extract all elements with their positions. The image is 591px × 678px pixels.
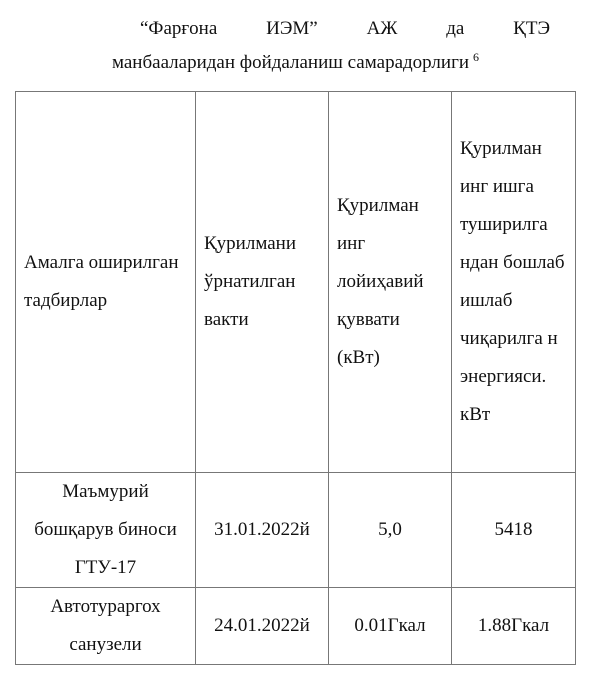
title-word: АЖ (366, 18, 398, 39)
header-label: Қурилман инг лойиҳавий қуввати (кВт) (337, 195, 424, 368)
document-title-line-1 (140, 12, 550, 46)
document-title-line-2 (0, 46, 591, 80)
efficiency-table (15, 91, 576, 665)
table-cell-install-date: 31.01.2022й (196, 473, 329, 588)
table-cell-measure: Маъмурий бошқарув биноси ГТУ-17 (16, 473, 196, 588)
header-label: Қурилмани ўрнатилган вакти (204, 233, 296, 330)
title-word: ҚТЭ (513, 18, 550, 39)
title-word: да (446, 18, 465, 39)
title-text: манбааларидан фойдаланиш самарадорлиги (111, 52, 470, 73)
table-cell-design-capacity: 0.01Гкал (329, 588, 452, 665)
table-row (16, 473, 576, 588)
table-row (16, 588, 576, 665)
table-cell-produced-energy: 1.88Гкал (452, 588, 576, 665)
table-header-row (16, 92, 576, 473)
header-label: Амалга оширилган тадбирлар (24, 252, 179, 311)
title-word: ИЭМ” (266, 18, 318, 39)
header-cell-install-date (196, 92, 329, 473)
header-label: Қурилман инг ишга туширилга ндан бошлаб ишлаб чиқарилга н энергияси. кВт (460, 138, 565, 425)
table-cell-measure: Автотураргох санузели (16, 588, 196, 665)
table-cell-design-capacity: 5,0 (329, 473, 452, 588)
footnote-marker: 6 (473, 49, 480, 64)
header-cell-produced-energy (452, 92, 576, 473)
title-word: “Фарғона (140, 18, 218, 39)
header-cell-measures (16, 92, 196, 473)
table-cell-produced-energy: 5418 (452, 473, 576, 588)
table-cell-install-date: 24.01.2022й (196, 588, 329, 665)
header-cell-design-capacity (329, 92, 452, 473)
